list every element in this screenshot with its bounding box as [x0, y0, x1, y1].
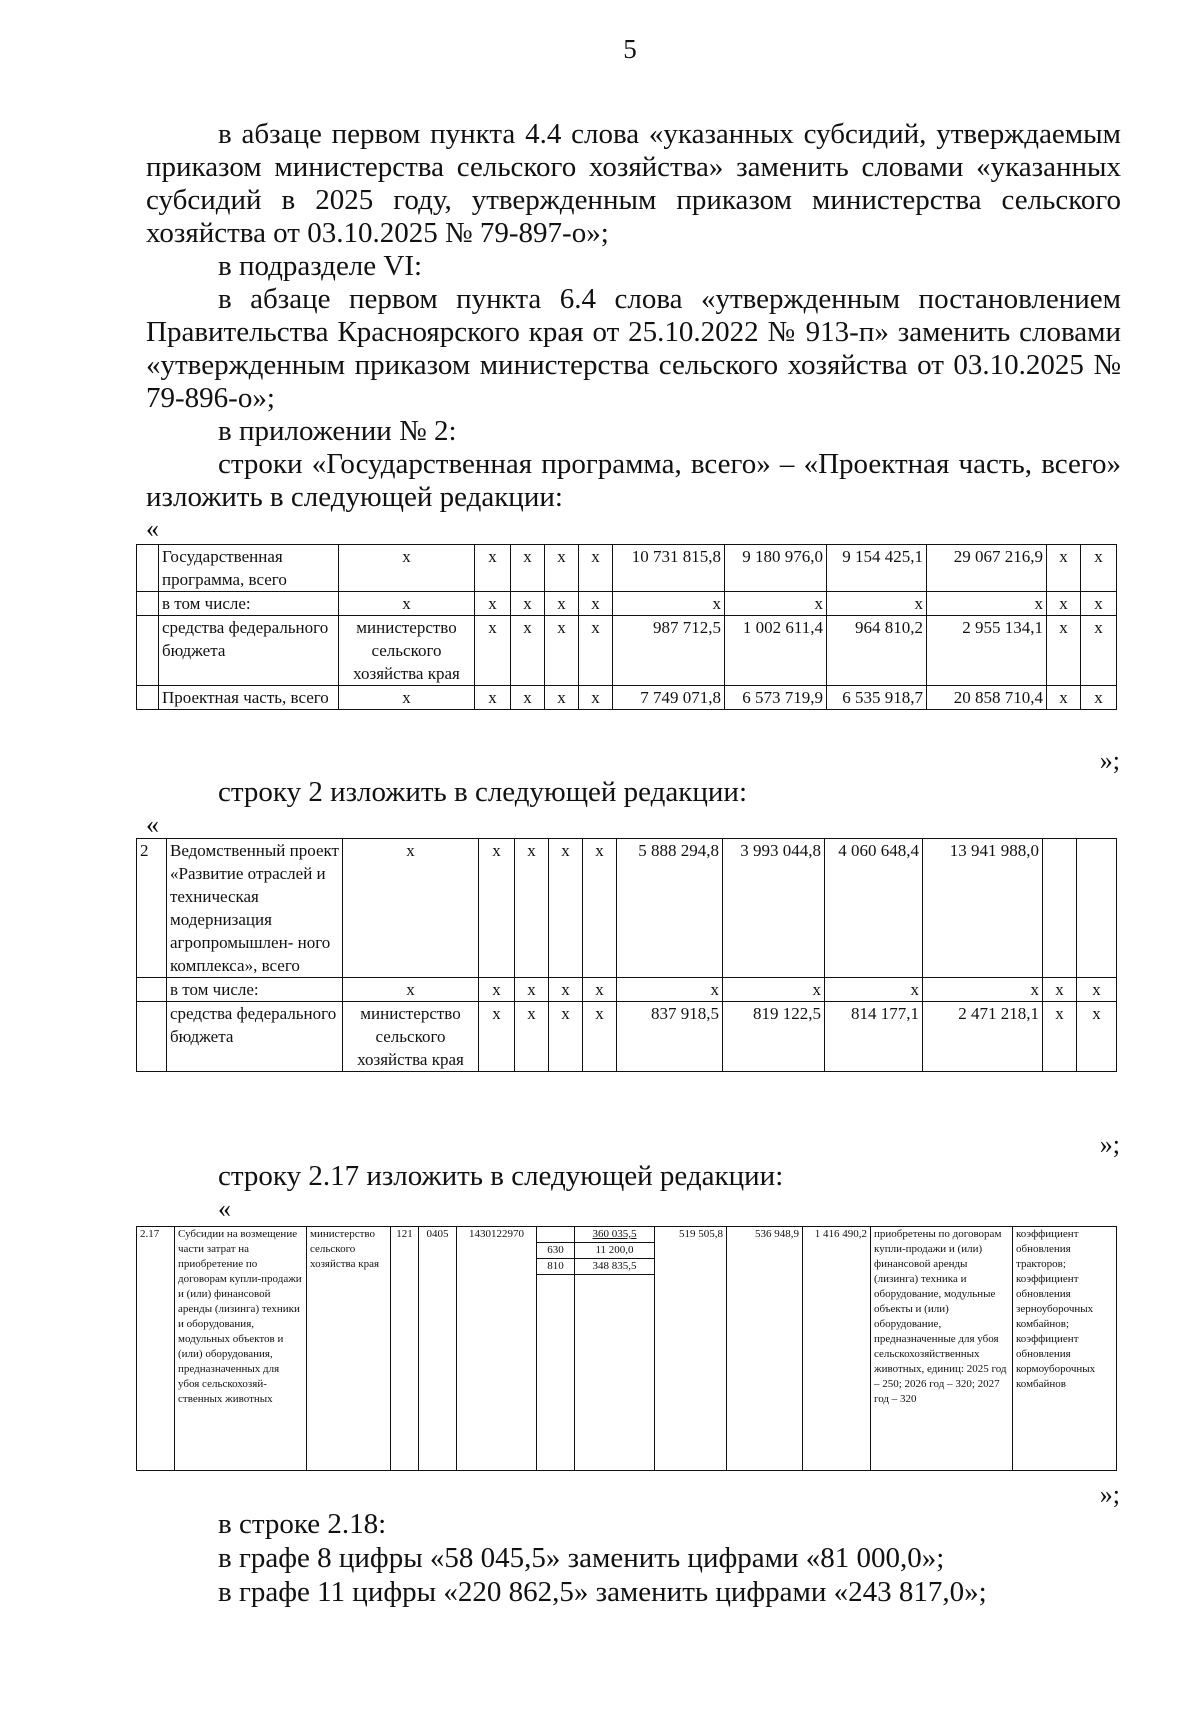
quote-close-b: »; [1099, 1130, 1120, 1159]
cell-empty [137, 616, 159, 686]
table-row-2 [136, 838, 1117, 1072]
row-ministry: министерство сельского хозяйства края [307, 1227, 391, 1471]
cell-e1: x [1043, 1002, 1077, 1072]
quote-close-a: »; [1099, 746, 1120, 775]
paragraph-row-2-17: строку 2.17 изложить в следующей редакции: [218, 1160, 784, 1192]
cell-c1: x [475, 616, 511, 686]
paragraph-column-8: в графе 8 цифры «58 045,5» заменить цифрами «81 000,0»; [218, 1542, 945, 1574]
row-name: Субсидии на возмещение части затрат на приобретение по договорам купли-продажи и (или) финансовой аренды (лизинга) техники и оборудования, модульных объектов и (или) оборудования, предназначенных для убоя сельскохозяй-ственных животных [175, 1227, 307, 1471]
cell-ministry: x [339, 545, 475, 592]
cell-c2: x [515, 839, 549, 978]
table-row [137, 592, 1117, 616]
cell-y2026: 6 573 719,9 [725, 686, 827, 710]
cell-e1: x [1047, 592, 1081, 616]
cell-c2: x [511, 592, 545, 616]
cell-y2025: x [613, 592, 725, 616]
cell-name: в том числе: [159, 592, 339, 616]
table-row [137, 616, 1117, 686]
cell-e2: x [1081, 616, 1117, 686]
cell-empty [137, 686, 159, 710]
row-grbs: 121 [391, 1227, 419, 1471]
table-row [137, 1002, 1117, 1072]
cell-e2: x [1081, 686, 1117, 710]
cell-name: Ведомственный проект «Развитие отраслей и техническая модернизация агропромышлен- ного комплекса», всего [167, 839, 343, 978]
table-row [137, 839, 1117, 978]
cell-name: Государственная программа, всего [159, 545, 339, 592]
cell-y2026: x [723, 978, 825, 1002]
cell-y2026: 1 002 611,4 [725, 616, 827, 686]
quote-open-a: « [146, 514, 159, 543]
quote-open-b: « [146, 810, 159, 839]
row-rzpr: 0405 [419, 1227, 457, 1471]
row-y2026: 519 505,8 [655, 1227, 727, 1471]
cell-num [137, 978, 167, 1002]
cell-y2027: x [825, 978, 923, 1002]
cell-empty [137, 592, 159, 616]
paragraph-4-4: в абзаце первом пункта 4.4 слова «указанных субсидий, утверждаемым приказом министерства сельского хозяйства» заменить словами «указанных субсидий в 2025 году, утвержденным приказом министерства сельского хозяйства от 03.10.2025 № 79-897-о»; [146, 118, 1121, 249]
cell-ministry: x [339, 592, 475, 616]
cell-e1: x [1043, 978, 1077, 1002]
cell-y2025: x [617, 978, 723, 1002]
cell-empty [137, 545, 159, 592]
cell-c4: x [579, 545, 613, 592]
cell-ministry: x [339, 686, 475, 710]
cell-ministry: министерство сельского хозяйства края [339, 616, 475, 686]
cell-c1: x [475, 545, 511, 592]
paragraph-subsection-6: в подразделе VI: [218, 250, 423, 282]
paragraph-rows-instruction: строки «Государственная программа, всего» – «Проектная часть, всего» изложить в следующей редакции: [146, 448, 1121, 513]
cell-e2: x [1081, 545, 1117, 592]
cell-y2025: 10 731 815,8 [613, 545, 725, 592]
cell-total: 2 471 218,1 [923, 1002, 1043, 1072]
cell-y2027: 9 154 425,1 [827, 545, 927, 592]
cell-c1: x [479, 839, 515, 978]
row-vr-2: 810 [537, 1258, 575, 1275]
cell-ministry: министерство сельского хозяйства края [343, 1002, 479, 1072]
cell-c3: x [549, 839, 583, 978]
cell-c4: x [579, 686, 613, 710]
row-total: 1 416 490,2 [803, 1227, 871, 1471]
table-row-2-17 [136, 1226, 1117, 1471]
cell-c2: x [511, 686, 545, 710]
cell-name: Проектная часть, всего [159, 686, 339, 710]
cell-y2025: 7 749 071,8 [613, 686, 725, 710]
cell-c1: x [479, 1002, 515, 1072]
cell-c2: x [515, 978, 549, 1002]
cell-c1: x [479, 978, 515, 1002]
cell-c3: x [549, 978, 583, 1002]
cell-e2: x [1077, 1002, 1117, 1072]
cell-total: 20 858 710,4 [927, 686, 1047, 710]
paragraph-6-4: в абзаце первом пункта 6.4 слова «утвержденным постановлением Правительства Красноярского края от 25.10.2022 № 913-п» заменить словами «утвержденным приказом министерства сельского хозяйства от 03.10.2025 № 79-896-о»; [146, 283, 1121, 414]
cell-c4: x [583, 978, 617, 1002]
row-y2027: 536 948,9 [727, 1227, 803, 1471]
table-row [137, 978, 1117, 1002]
cell-total: 29 067 216,9 [927, 545, 1047, 592]
cell-y2027: 964 810,2 [827, 616, 927, 686]
cell-c3: x [549, 1002, 583, 1072]
cell-c1: x [475, 592, 511, 616]
cell-c4: x [579, 592, 613, 616]
paragraph-column-11: в графе 11 цифры «220 862,5» заменить цифрами «243 817,0»; [218, 1576, 987, 1608]
cell-y2025: 987 712,5 [613, 616, 725, 686]
row-y2025-1: 11 200,0 [575, 1242, 655, 1258]
quote-open-c: « [218, 1194, 231, 1223]
cell-e2: x [1077, 978, 1117, 1002]
cell-e2 [1077, 839, 1117, 978]
cell-num: 2 [137, 839, 167, 978]
cell-total: 13 941 988,0 [923, 839, 1043, 978]
cell-y2027: 6 535 918,7 [827, 686, 927, 710]
cell-y2025: 5 888 294,8 [617, 839, 723, 978]
row-vr-1: 630 [537, 1242, 575, 1258]
cell-total: x [927, 592, 1047, 616]
cell-y2027: 814 177,1 [825, 1002, 923, 1072]
table-row [137, 686, 1117, 710]
cell-e2: x [1081, 592, 1117, 616]
cell-c4: x [583, 1002, 617, 1072]
cell-y2025: 837 918,5 [617, 1002, 723, 1072]
row-vr-0 [537, 1227, 574, 1242]
row-csr: 1430122970 [457, 1227, 537, 1471]
cell-e1: x [1047, 686, 1081, 710]
cell-ministry: x [343, 978, 479, 1002]
cell-name: в том числе: [167, 978, 343, 1002]
row-result: приобретены по договорам купли-продажи и (или) финансовой аренды (лизинга) техника и оборудование, модульные объекты и (или) оборудование, предназначенные для убоя сельскохозяйственных животных, единиц: 2025 год – 250; 2026 год – 320; 2027 год – 320 [871, 1227, 1013, 1471]
cell-e1: x [1047, 616, 1081, 686]
table-row [137, 1227, 1117, 1471]
cell-total: x [923, 978, 1043, 1002]
cell-y2026: x [725, 592, 827, 616]
cell-y2027: x [827, 592, 927, 616]
row-y2025-cell [575, 1227, 655, 1471]
cell-c3: x [545, 592, 579, 616]
cell-c3: x [545, 686, 579, 710]
cell-y2026: 819 122,5 [723, 1002, 825, 1072]
cell-num [137, 1002, 167, 1072]
cell-y2026: 3 993 044,8 [723, 839, 825, 978]
table-row [137, 545, 1117, 592]
cell-ministry: x [343, 839, 479, 978]
cell-c2: x [511, 616, 545, 686]
cell-name: средства федерального бюджета [159, 616, 339, 686]
page-number: 5 [623, 34, 637, 64]
row-indicator: коэффициент обновления тракторов; коэффициент обновления зерноуборочных комбайнов; коэффициент обновления кормоуборочных комбайнов [1013, 1227, 1117, 1471]
cell-y2027: 4 060 648,4 [825, 839, 923, 978]
cell-total: 2 955 134,1 [927, 616, 1047, 686]
paragraph-row-2-18: в строке 2.18: [218, 1508, 387, 1540]
cell-c4: x [583, 839, 617, 978]
cell-e1 [1043, 839, 1077, 978]
row-y2025-0: 360 035,5 [592, 1228, 637, 1240]
cell-c2: x [515, 1002, 549, 1072]
table-program-rows [136, 544, 1117, 710]
cell-y2026: 9 180 976,0 [725, 545, 827, 592]
cell-e1: x [1047, 545, 1081, 592]
cell-name: средства федерального бюджета [167, 1002, 343, 1072]
paragraph-row-2: строку 2 изложить в следующей редакции: [218, 776, 747, 808]
cell-c2: x [511, 545, 545, 592]
row-y2025-2: 348 835,5 [575, 1258, 655, 1275]
row-number: 2.17 [137, 1227, 175, 1471]
row-vr-cell [537, 1227, 575, 1471]
cell-c3: x [545, 545, 579, 592]
cell-c3: x [545, 616, 579, 686]
cell-c1: x [475, 686, 511, 710]
cell-c4: x [579, 616, 613, 686]
paragraph-appendix-2: в приложении № 2: [218, 415, 457, 447]
quote-close-c: »; [1099, 1480, 1120, 1509]
